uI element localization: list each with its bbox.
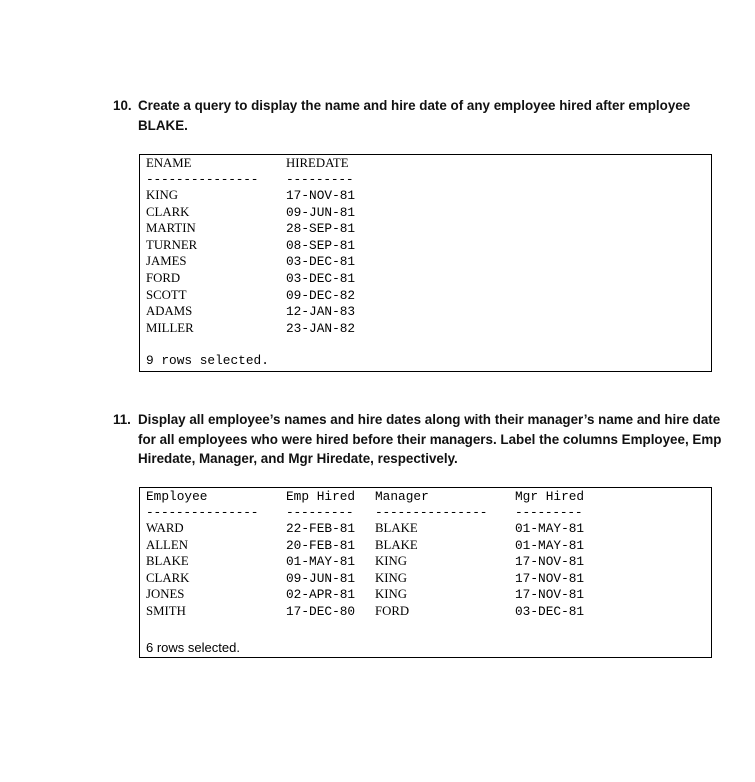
cell-hiredate: 12-JAN-83 xyxy=(286,304,356,320)
cell-mgr-hired: 01-MAY-81 xyxy=(515,537,585,553)
separator-ename: --------------- xyxy=(146,172,259,187)
table-row xyxy=(140,320,711,337)
rows-selected-footer: 6 rows selected. xyxy=(146,640,240,655)
table-row xyxy=(140,287,711,304)
cell-ename: SCOTT xyxy=(146,287,187,302)
cell-hiredate: 17-NOV-81 xyxy=(286,188,356,203)
cell-mgr-hired: 17-NOV-81 xyxy=(515,587,585,603)
separator-emp-hired: --------- xyxy=(286,505,354,520)
question-text-line-3: Hiredate, Manager, and Mgr Hiredate, respectively. xyxy=(138,451,458,466)
cell-manager: BLAKE xyxy=(375,537,418,552)
cell-ename: ADAMS xyxy=(146,304,193,319)
cell-hiredate: 28-SEP-81 xyxy=(286,221,356,237)
cell-hiredate: 03-DEC-81 xyxy=(286,271,356,286)
cell-emp-hired: 17-DEC-80 xyxy=(286,604,356,619)
cell-employee: CLARK xyxy=(146,570,190,585)
separator-row xyxy=(140,504,711,521)
column-header-hiredate: HIREDATE xyxy=(286,156,349,170)
table-row xyxy=(140,586,711,603)
cell-ename: FORD xyxy=(146,271,181,285)
question-number: 10. xyxy=(113,98,132,113)
table-row xyxy=(140,204,711,221)
cell-mgr-hired: 03-DEC-81 xyxy=(515,604,585,619)
cell-manager: KING xyxy=(375,554,407,569)
separator-row xyxy=(140,171,711,188)
cell-emp-hired: 09-JUN-81 xyxy=(286,570,356,586)
cell-employee: WARD xyxy=(146,521,184,535)
cell-ename: TURNER xyxy=(146,237,198,252)
cell-employee: ALLEN xyxy=(146,537,188,552)
cell-ename: KING xyxy=(146,188,178,202)
cell-hiredate: 23-JAN-82 xyxy=(286,320,356,336)
table-row xyxy=(140,553,711,570)
column-header-employee: Employee xyxy=(146,489,208,504)
question-text-line-2: for all employees who were hired before their managers. Label the columns Employee, Emp xyxy=(138,431,722,447)
cell-manager: KING xyxy=(375,570,407,585)
separator-employee: --------------- xyxy=(146,505,259,520)
cell-employee: SMITH xyxy=(146,604,186,618)
cell-ename: MARTIN xyxy=(146,221,196,236)
table-row xyxy=(140,570,711,587)
cell-employee: BLAKE xyxy=(146,554,189,569)
table-row xyxy=(140,520,711,537)
table-row xyxy=(140,603,711,620)
cell-ename: MILLER xyxy=(146,320,194,335)
cell-manager: BLAKE xyxy=(375,521,418,535)
table-row xyxy=(140,220,711,237)
question-text-line-1: Create a query to display the name and hire date of any employee hired after employee xyxy=(138,98,691,113)
cell-hiredate: 08-SEP-81 xyxy=(286,237,356,253)
table-header-row xyxy=(140,488,711,505)
column-header-emp-hired: Emp Hired xyxy=(286,489,356,504)
table-row xyxy=(140,237,711,254)
column-header-mgr-hired: Mgr Hired xyxy=(515,489,585,504)
cell-emp-hired: 02-APR-81 xyxy=(286,587,356,603)
rows-selected-footer: 9 rows selected. xyxy=(146,353,269,368)
table-row xyxy=(140,270,711,287)
question-11 xyxy=(113,410,722,469)
cell-mgr-hired: 01-MAY-81 xyxy=(515,521,585,536)
separator-mgr-hired: --------- xyxy=(515,505,583,520)
cell-ename: CLARK xyxy=(146,204,190,219)
column-header-ename: ENAME xyxy=(146,156,192,170)
question-number: 11. xyxy=(113,412,131,427)
cell-manager: FORD xyxy=(375,604,410,618)
table-row xyxy=(140,537,711,554)
question-text-line-2: BLAKE. xyxy=(138,117,188,133)
cell-emp-hired: 22-FEB-81 xyxy=(286,521,356,536)
cell-hiredate: 09-DEC-82 xyxy=(286,287,356,303)
query-result-box-10 xyxy=(139,154,712,372)
column-header-manager: Manager xyxy=(375,489,429,504)
table-row xyxy=(140,253,711,270)
cell-hiredate: 03-DEC-81 xyxy=(286,254,356,270)
cell-emp-hired: 01-MAY-81 xyxy=(286,554,356,570)
separator-manager: --------------- xyxy=(375,505,488,520)
cell-mgr-hired: 17-NOV-81 xyxy=(515,554,585,570)
cell-ename: JAMES xyxy=(146,254,187,269)
query-result-box-11 xyxy=(139,487,712,658)
table-row xyxy=(140,303,711,320)
cell-hiredate: 09-JUN-81 xyxy=(286,204,356,220)
question-text-line-1: Display all employee’s names and hire dates along with their manager’s name and hire date xyxy=(138,412,721,427)
table-row xyxy=(140,187,711,204)
cell-employee: JONES xyxy=(146,587,185,602)
cell-emp-hired: 20-FEB-81 xyxy=(286,537,356,553)
separator-hiredate: --------- xyxy=(286,172,354,187)
cell-mgr-hired: 17-NOV-81 xyxy=(515,570,585,586)
cell-manager: KING xyxy=(375,587,407,602)
question-10 xyxy=(113,96,713,135)
table-header-row xyxy=(140,155,711,172)
